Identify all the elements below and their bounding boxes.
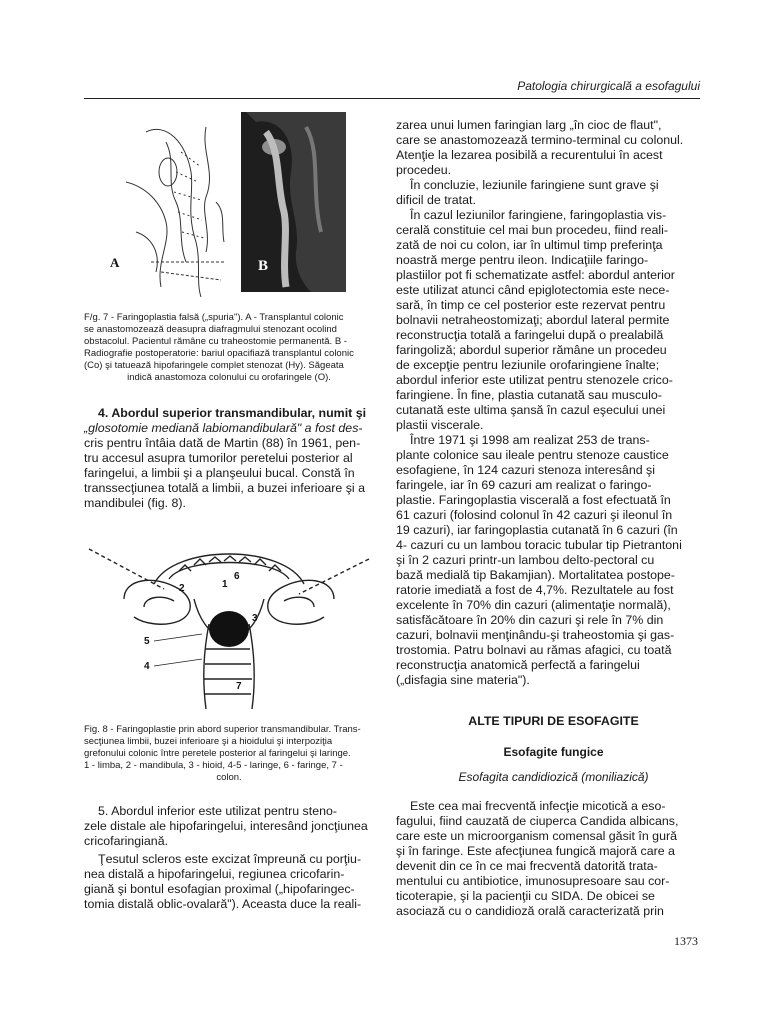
text-line: şi în 2 cazuri printr-un lambou delto-pectoral cu	[396, 553, 655, 567]
text-line: 5. Abordul inferior este utilizat pentru steno-	[98, 804, 337, 818]
text-line: ticoterapie, şi la pacienţii cu SIDA. De obicei se	[396, 889, 655, 903]
running-header	[84, 77, 700, 99]
text-line: 61 cazuri (folosind colonul în 42 cazuri şi ileonul în	[396, 508, 673, 522]
text-line: cris pentru întâia dată de Martin (88) în 1961, pen-	[84, 436, 361, 450]
figure-8-caption-line: grefonului colonic între peretele posterior al faringelui şi laringe.	[84, 748, 351, 759]
figure-8-caption-line: Fig. 8 - Faringoplastie prin abord superior transmandibular. Trans-	[84, 724, 361, 735]
paragraph-inferior	[84, 804, 374, 849]
paragraph-sclerous	[84, 852, 374, 912]
figure-8	[84, 529, 374, 714]
figure-7-label-a: A	[110, 255, 120, 270]
text-line: asociază cu o candidioză orală caracterizată prin	[396, 904, 664, 918]
text-line: faringoliză; abordul superior rămâne un procedeu	[396, 343, 667, 357]
text-line: bolnavii netraheostomizaţi; abordul lateral permite	[396, 313, 670, 327]
text-line: zarea unui lumen faringian larg „în cioc de flaut",	[396, 118, 662, 132]
paragraph-transmandibular	[84, 406, 374, 511]
figure-7	[106, 112, 346, 302]
figure-8-caption-line: secţiunea limbii, buzei inferioare şi a hioidului şi interpoziţia	[84, 736, 333, 747]
text-line: În cazul leziunilor faringiene, faringoplastia vis-	[410, 208, 667, 222]
text-line: faringelui, a limbii şi a planşeului bucal. Constă în	[84, 466, 355, 480]
text-line: ratorie imediată a fost de 4,7%. Rezultatele au fost	[396, 583, 674, 597]
text-line: mandibulei (fig. 8).	[84, 496, 186, 510]
text-line: abordul inferior este utilizat pentru stenozele crico-	[396, 373, 673, 387]
text-line: Atenţie la lezarea posibilă a recurentului în acest	[396, 148, 663, 162]
text-line: faringele, iar în 69 cazuri am realizat o faringo-	[396, 478, 652, 492]
text-line: esofagiene, în 124 cazuri stenoza interesând şi	[396, 463, 655, 477]
subsection-title: Esofagite fungice	[503, 745, 604, 759]
figure-8-label: 1	[222, 579, 228, 590]
left-column	[84, 112, 374, 912]
figure-8-graft-shade	[209, 611, 249, 647]
text-line: nea distală a hipofaringelui, regiunea cricofarin-	[84, 867, 345, 881]
text-line: plastii viscerale.	[396, 418, 484, 432]
text-line: sară, în timp ce cel posterior este rezervat pentru	[396, 298, 666, 312]
figure-7-caption-line: se anastomozează deasupra diafragmului stenozant ocolind	[84, 324, 337, 335]
text-line: şi în faringe. Este afecţiunea fungică majoră care a	[396, 844, 675, 858]
text-line: În concluzie, leziunile faringiene sunt grave şi	[410, 178, 659, 192]
text-line: care este un microorganism comensal găsit în gură	[396, 829, 677, 843]
text-line: mentului cu antibiotice, imunosupresoare sau cor-	[396, 874, 670, 888]
text-line: faringiene. În fine, plastia cutanată sau musculo-	[396, 388, 662, 402]
text-line: „glosotomie mediană labiomandibulară" a fost des-	[84, 421, 363, 435]
page-number: 1373	[674, 934, 698, 948]
text-line: 4. Abordul superior transmandibular, numit şi	[98, 406, 367, 420]
figure-8-label: 7	[236, 681, 242, 692]
figure-7-panel-b	[241, 112, 346, 292]
paragraph-continuation	[396, 118, 697, 178]
text-line: noastră merge pentru ileon. Indicaţiile faringo-	[396, 253, 649, 267]
figure-7-caption-line: indică anastomoza colonului cu orofaringele (O).	[127, 372, 331, 383]
text-line: plante colonice sau ileale pentru stenoze caustice	[396, 448, 669, 462]
text-line: Între 1971 şi 1998 am realizat 253 de trans-	[410, 433, 650, 447]
text-line: bază medială tip Bakamjian). Mortalitatea postope-	[396, 568, 675, 582]
text-line: de excepţie pentru leziunile orofaringiene înalte;	[396, 358, 660, 372]
figure-7-caption	[84, 312, 374, 384]
text-line: plastiilor pot fi schematizate astfel: abordul anterior	[396, 268, 675, 282]
figure-8-caption-line: colon.	[216, 772, 242, 783]
text-line: („disfagia sine materia").	[396, 673, 530, 687]
header-rule	[84, 98, 700, 99]
text-line: giană şi bontul esofagian proximal („hipofaringec-	[84, 882, 355, 896]
text-line: care se anastomozează termino-terminal cu colonul.	[396, 133, 684, 147]
paragraph-conclusion	[396, 178, 697, 208]
figure-8-caption	[84, 724, 374, 784]
text-line: fagului, fiind cauzată de ciuperca Candida albicans,	[396, 814, 679, 828]
figure-7-label-b: B	[258, 258, 269, 274]
figure-8-label: 3	[252, 613, 258, 624]
figure-7-image	[106, 112, 346, 302]
text-line: procedeu.	[396, 163, 452, 177]
paragraph-candidiasis	[396, 799, 697, 919]
figure-8-label: 2	[179, 583, 185, 594]
figure-8-label: 5	[144, 636, 150, 647]
text-line: cerală constituie cel mai bun procedeu, fiind reali-	[396, 223, 669, 237]
figure-7-panel-a	[126, 127, 226, 297]
text-line: transsecţiunea totală a limbii, a buzei inferioare şi a	[84, 481, 366, 495]
text-line: cutanată este ultima şansă în cazul eşecului unei	[396, 403, 666, 417]
text-line: excelente în 70% din cazuri (alimentaţie normală),	[396, 598, 671, 612]
figure-7-caption-line: F/g. 7 - Faringoplastia falsă („spuria"). A - Transplantul colonic	[84, 312, 344, 323]
text-line: reconstrucţia anatomică perfectă a faringelui	[396, 658, 640, 672]
text-line: reconstrucţia totală a faringelui după o prealabilă	[396, 328, 664, 342]
text-line: satisfăcătoare în 20% din cazuri şi rele în 7% din	[396, 613, 664, 627]
text-line: devenit din ce în ce mai frecventă datorită trata-	[396, 859, 658, 873]
text-line: Este cea mai frecventă infecţie micotică a eso-	[410, 799, 666, 813]
text-line: dificil de tratat.	[396, 193, 476, 207]
text-line: zată de noi cu colon, iar în ultimul timp preferinţa	[396, 238, 663, 252]
paragraph-pharyngoplasty	[396, 208, 697, 433]
text-line: tru accesul asupra tumorilor peretelui posterior al	[84, 451, 353, 465]
figure-8-caption-line: 1 - limba, 2 - mandibula, 3 - hioid, 4-5 - laringe, 6 - faringe, 7 -	[84, 760, 343, 771]
text-line: cricofaringiană.	[84, 834, 169, 848]
text-line: este utilizat atunci când epiglotectomia este nece-	[396, 283, 670, 297]
text-line: 19 cazuri), iar faringoplastia cutanată în 6 cazuri (în	[396, 523, 678, 537]
text-line: tomia distală oblic-ovalară"). Aceasta duce la reali-	[84, 897, 362, 911]
text-line: plastie. Faringoplastia viscerală a fost efectuată în	[396, 493, 671, 507]
text-line: zele distale ale hipofaringelui, interesând joncţiunea	[84, 819, 368, 833]
text-line: cazuri, bolnavii menţinându-şi traheostomia şi gas-	[396, 628, 675, 642]
figure-7-caption-line: (Co) şi tatuează hipofaringele complet stenozat (Hy). Săgeata	[84, 360, 344, 371]
text-line: trostomia. Patru bolnavi au rămas afagici, cu toată	[396, 643, 672, 657]
right-column	[396, 118, 697, 919]
running-header-title: Patologia chirurgicală a esofagului	[517, 79, 700, 93]
figure-7-caption-line: obstacolul. Pacientul rămâne cu traheostomie permanentă. B -	[84, 336, 347, 347]
figure-7-caption-line: Radiografie postoperatorie: bariul opacifiază transplantul colonic	[84, 348, 354, 359]
figure-8-label: 6	[234, 571, 240, 582]
subsubsection-title: Esofagita candidiozică (moniliazică)	[458, 770, 649, 784]
text-line: Ţesutul scleros este excizat împreună cu porţiu-	[98, 852, 362, 866]
text-line: 4- cazuri cu un lambou toracic tubular tip Pietrantoni	[396, 538, 682, 552]
figure-8-image	[84, 529, 374, 714]
section-title: ALTE TIPURI DE ESOFAGITE	[468, 714, 639, 728]
paragraph-statistics	[396, 433, 697, 688]
figure-8-label: 4	[144, 661, 150, 672]
